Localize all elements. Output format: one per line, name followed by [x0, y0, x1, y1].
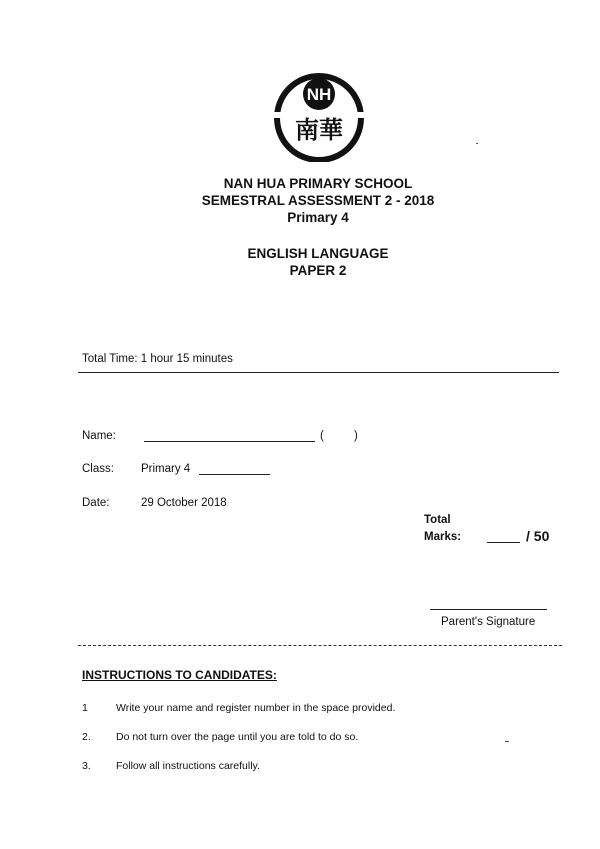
register-paren-close: ): [354, 430, 358, 442]
school-name: NAN HUA PRIMARY SCHOOL: [223, 176, 413, 191]
signature-line[interactable]: [430, 609, 547, 610]
class-field[interactable]: [199, 462, 270, 475]
instruction-item: [82, 702, 502, 716]
marks-field[interactable]: [487, 530, 520, 543]
parent-signature-label: Parent's Signature: [441, 616, 536, 628]
class-label: Class:: [82, 463, 114, 475]
total-marks-label-line2: Marks:: [424, 531, 462, 543]
instruction-number: 1: [82, 702, 88, 714]
marks-total: / 50: [526, 528, 550, 544]
subject-title: ENGLISH LANGUAGE: [247, 246, 389, 261]
paper-title: PAPER 2: [289, 263, 347, 278]
scan-speck: [505, 741, 509, 742]
name-field[interactable]: [144, 429, 315, 442]
instruction-number: 2.: [82, 731, 91, 743]
instructions-title: INSTRUCTIONS TO CANDIDATES:: [82, 668, 277, 682]
instruction-text: Follow all instructions carefully.: [116, 760, 260, 772]
total-marks-label-line1: Total: [424, 514, 451, 526]
school-crest-icon: [272, 72, 366, 162]
register-paren-open: (: [320, 430, 324, 442]
bottom-divider: [78, 645, 562, 646]
instruction-text: Do not turn over the page until you are told to do so.: [116, 731, 359, 743]
total-time: Total Time: 1 hour 15 minutes: [82, 353, 233, 365]
logo-letters: NH: [306, 85, 332, 104]
top-divider: [78, 372, 559, 373]
assessment-title: SEMESTRAL ASSESSMENT 2 - 2018: [201, 193, 435, 208]
school-logo: [272, 72, 366, 162]
date-label: Date:: [82, 497, 110, 509]
instruction-number: 3.: [82, 760, 91, 772]
level-title: Primary 4: [287, 210, 349, 225]
scan-speck: [476, 143, 478, 144]
logo-chinese-characters: 南華: [295, 116, 343, 144]
instruction-item: [82, 731, 502, 745]
instruction-text: Write your name and register number in the space provided.: [116, 702, 396, 714]
class-value: Primary 4: [141, 463, 191, 475]
date-value: 29 October 2018: [141, 497, 227, 509]
instruction-item: [82, 760, 502, 774]
name-label: Name:: [82, 430, 116, 442]
